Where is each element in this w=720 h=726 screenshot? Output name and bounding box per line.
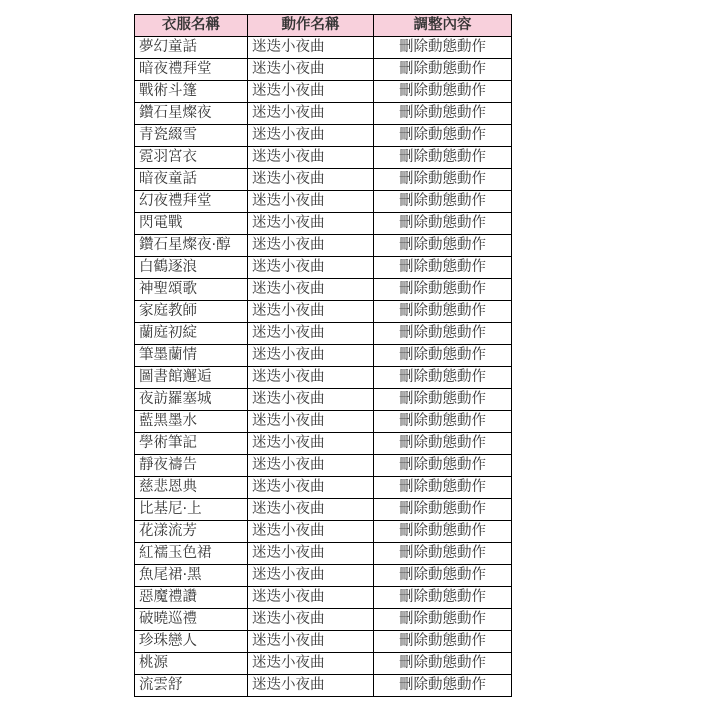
adjustment-cell: 刪除動態動作 [374,257,512,279]
costume-name-cell: 蘭庭初綻 [135,323,248,345]
action-name-cell: 迷迭小夜曲 [248,411,374,433]
costume-name-cell: 珍珠戀人 [135,631,248,653]
costume-name-cell: 惡魔禮讚 [135,587,248,609]
table-header-row [135,15,512,37]
adjustment-cell: 刪除動態動作 [374,213,512,235]
costume-name-cell: 白鶴逐浪 [135,257,248,279]
table-row [135,257,512,279]
costume-name-cell: 紅襦玉色裙 [135,543,248,565]
adjustment-cell: 刪除動態動作 [374,59,512,81]
table-row [135,653,512,675]
table-row [135,345,512,367]
action-name-cell: 迷迭小夜曲 [248,565,374,587]
adjustment-cell: 刪除動態動作 [374,433,512,455]
action-name-cell: 迷迭小夜曲 [248,257,374,279]
action-name-cell: 迷迭小夜曲 [248,653,374,675]
table-row [135,59,512,81]
adjustment-cell: 刪除動態動作 [374,477,512,499]
action-name-cell: 迷迭小夜曲 [248,323,374,345]
costume-name-cell: 青瓷綴雪 [135,125,248,147]
costume-name-cell: 夢幻童話 [135,37,248,59]
costume-name-cell: 鑽石星燦夜·醇 [135,235,248,257]
costume-adjustment-table [134,14,512,697]
costume-name-cell: 魚尾裙·黑 [135,565,248,587]
table-row [135,389,512,411]
table-row [135,499,512,521]
header-adjustment: 調整內容 [374,15,512,37]
adjustment-cell: 刪除動態動作 [374,389,512,411]
adjustment-cell: 刪除動態動作 [374,81,512,103]
header-costume-name: 衣服名稱 [135,15,248,37]
costume-name-cell: 比基尼·上 [135,499,248,521]
action-name-cell: 迷迭小夜曲 [248,169,374,191]
adjustment-cell: 刪除動態動作 [374,345,512,367]
action-name-cell: 迷迭小夜曲 [248,455,374,477]
table-body [135,37,512,697]
table-row [135,565,512,587]
table-row [135,543,512,565]
action-name-cell: 迷迭小夜曲 [248,235,374,257]
action-name-cell: 迷迭小夜曲 [248,499,374,521]
costume-name-cell: 閃電戰 [135,213,248,235]
costume-name-cell: 桃源 [135,653,248,675]
costume-name-cell: 暗夜禮拜堂 [135,59,248,81]
adjustment-cell: 刪除動態動作 [374,411,512,433]
adjustment-cell: 刪除動態動作 [374,147,512,169]
costume-name-cell: 筆墨蘭情 [135,345,248,367]
action-name-cell: 迷迭小夜曲 [248,543,374,565]
table-row [135,103,512,125]
costume-name-cell: 夜訪羅塞城 [135,389,248,411]
action-name-cell: 迷迭小夜曲 [248,103,374,125]
adjustment-cell: 刪除動態動作 [374,631,512,653]
action-name-cell: 迷迭小夜曲 [248,213,374,235]
adjustment-cell: 刪除動態動作 [374,103,512,125]
adjustment-cell: 刪除動態動作 [374,653,512,675]
adjustment-cell: 刪除動態動作 [374,235,512,257]
adjustment-cell: 刪除動態動作 [374,169,512,191]
action-name-cell: 迷迭小夜曲 [248,367,374,389]
action-name-cell: 迷迭小夜曲 [248,433,374,455]
costume-name-cell: 花漾流芳 [135,521,248,543]
adjustment-cell: 刪除動態動作 [374,191,512,213]
adjustment-cell: 刪除動態動作 [374,675,512,697]
table-row [135,37,512,59]
adjustment-cell: 刪除動態動作 [374,521,512,543]
header-action-name: 動作名稱 [248,15,374,37]
adjustment-cell: 刪除動態動作 [374,125,512,147]
table-row [135,147,512,169]
action-name-cell: 迷迭小夜曲 [248,59,374,81]
adjustment-cell: 刪除動態動作 [374,279,512,301]
costume-name-cell: 幻夜禮拜堂 [135,191,248,213]
costume-name-cell: 暗夜童話 [135,169,248,191]
table-row [135,411,512,433]
table-row [135,631,512,653]
table-row [135,477,512,499]
costume-name-cell: 圖書館邂逅 [135,367,248,389]
costume-name-cell: 戰術斗篷 [135,81,248,103]
action-name-cell: 迷迭小夜曲 [248,191,374,213]
table-row [135,323,512,345]
adjustment-cell: 刪除動態動作 [374,301,512,323]
adjustment-cell: 刪除動態動作 [374,609,512,631]
costume-name-cell: 鑽石星燦夜 [135,103,248,125]
table-row [135,235,512,257]
action-name-cell: 迷迭小夜曲 [248,587,374,609]
adjustment-cell: 刪除動態動作 [374,587,512,609]
table-row [135,213,512,235]
action-name-cell: 迷迭小夜曲 [248,279,374,301]
table-row [135,609,512,631]
table-row [135,433,512,455]
costume-name-cell: 流雲舒 [135,675,248,697]
action-name-cell: 迷迭小夜曲 [248,125,374,147]
action-name-cell: 迷迭小夜曲 [248,81,374,103]
action-name-cell: 迷迭小夜曲 [248,301,374,323]
action-name-cell: 迷迭小夜曲 [248,147,374,169]
action-name-cell: 迷迭小夜曲 [248,477,374,499]
adjustment-cell: 刪除動態動作 [374,37,512,59]
table-row [135,125,512,147]
adjustment-cell: 刪除動態動作 [374,455,512,477]
costume-name-cell: 慈悲恩典 [135,477,248,499]
costume-name-cell: 霓羽宮衣 [135,147,248,169]
table-row [135,587,512,609]
action-name-cell: 迷迭小夜曲 [248,37,374,59]
table-row [135,81,512,103]
table-row [135,191,512,213]
costume-name-cell: 藍黑墨水 [135,411,248,433]
costume-name-cell: 家庭教師 [135,301,248,323]
costume-name-cell: 神聖頌歌 [135,279,248,301]
table-row [135,455,512,477]
table-row [135,169,512,191]
action-name-cell: 迷迭小夜曲 [248,675,374,697]
action-name-cell: 迷迭小夜曲 [248,609,374,631]
table-row [135,675,512,697]
action-name-cell: 迷迭小夜曲 [248,521,374,543]
table-row [135,279,512,301]
action-name-cell: 迷迭小夜曲 [248,345,374,367]
table-row [135,367,512,389]
costume-name-cell: 破曉巡禮 [135,609,248,631]
adjustment-cell: 刪除動態動作 [374,499,512,521]
costume-name-cell: 學術筆記 [135,433,248,455]
adjustment-cell: 刪除動態動作 [374,565,512,587]
adjustment-cell: 刪除動態動作 [374,543,512,565]
table-row [135,521,512,543]
table-row [135,301,512,323]
costume-name-cell: 靜夜禱告 [135,455,248,477]
adjustment-cell: 刪除動態動作 [374,323,512,345]
action-name-cell: 迷迭小夜曲 [248,631,374,653]
action-name-cell: 迷迭小夜曲 [248,389,374,411]
adjustment-cell: 刪除動態動作 [374,367,512,389]
